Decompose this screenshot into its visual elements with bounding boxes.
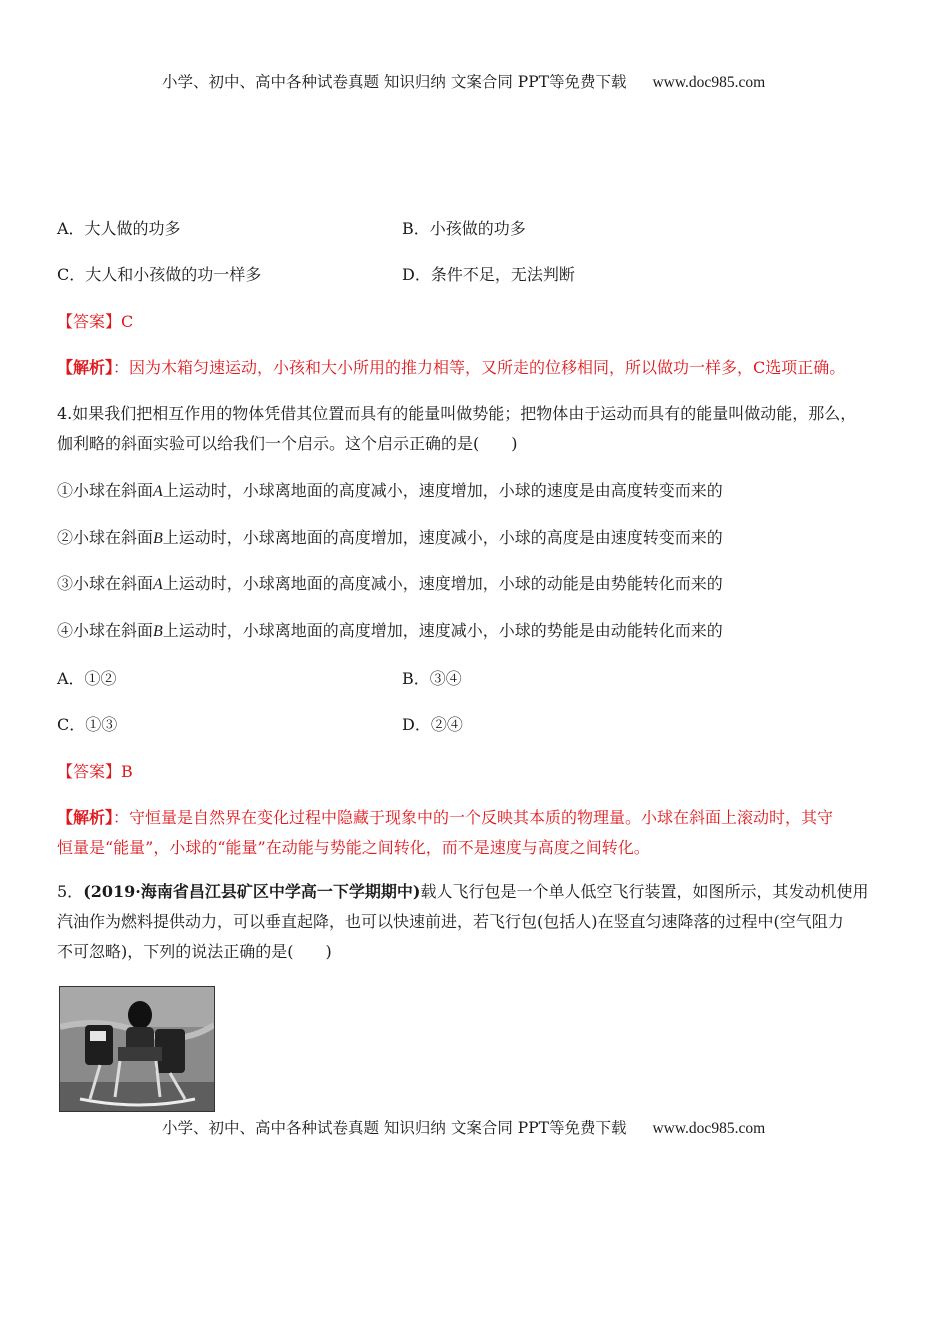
q4-statement-2 xyxy=(57,528,723,549)
q5-stem-line1 xyxy=(57,882,868,902)
q4-s4-prefix: ④小球在斜面 xyxy=(57,621,154,640)
page-header xyxy=(162,70,765,92)
q4-option-d: D．②④ xyxy=(402,715,463,734)
q4-s4-rest: 上运动时，小球离地面的高度增加，速度减小，小球的势能是由动能转化而来的 xyxy=(162,621,723,640)
q5-stem-line2: 汽油作为燃料提供动力，可以垂直起降，也可以快速前进，若飞行包(包括人)在竖直匀速降落的过程中(空气阻力 xyxy=(57,912,844,931)
q4-analysis-line1 xyxy=(57,808,833,828)
q3-option-d: D．条件不足，无法判断 xyxy=(402,265,575,284)
q4-analysis-label: 【解析】 xyxy=(57,808,114,827)
q3-option-c: C．大人和小孩做的功一样多 xyxy=(57,265,262,284)
footer-url[interactable]: www.doc985.com xyxy=(652,1120,766,1137)
q4-analysis-line2: 恒量是“能量”，小球的“能量”在动能与势能之间转化，而不是速度与高度之间转化。 xyxy=(57,838,650,857)
q4-answer: 【答案】B xyxy=(57,762,133,781)
q4-s3-var: A xyxy=(153,576,163,593)
q4-option-a: A．①② xyxy=(57,669,117,688)
page-footer xyxy=(162,1116,765,1138)
q4-s1-var: A xyxy=(153,483,163,500)
q5-number: 5． xyxy=(57,882,84,901)
q5-source: (2019·海南省昌江县矿区中学高一下学期期中) xyxy=(83,882,421,901)
q4-s4-var: B xyxy=(153,623,163,640)
q4-option-b: B．③④ xyxy=(402,669,462,688)
header-text: 小学、初中、高中各种试卷真题 知识归纳 文案合同 PPT等免费下载 xyxy=(162,73,627,91)
q3-option-b: B．小孩做的功多 xyxy=(402,219,526,238)
header-url[interactable]: www.doc985.com xyxy=(652,74,766,91)
q3-analysis-label: 【解析】 xyxy=(57,358,114,377)
footer-text: 小学、初中、高中各种试卷真题 知识归纳 文案合同 PPT等免费下载 xyxy=(162,1119,627,1137)
q4-s2-rest: 上运动时，小球离地面的高度增加，速度减小，小球的高度是由速度转变而来的 xyxy=(162,528,723,547)
q4-s1-prefix: ①小球在斜面 xyxy=(57,481,154,500)
q3-option-a: A．大人做的功多 xyxy=(57,219,181,238)
q4-stem-line2: 伽利略的斜面实验可以给我们一个启示。这个启示正确的是( ) xyxy=(57,434,518,453)
q5-stem-line3: 不可忽略)，下列的说法正确的是( ) xyxy=(57,942,332,961)
q4-s2-prefix: ②小球在斜面 xyxy=(57,528,154,547)
jetpack-illustration xyxy=(60,987,214,1111)
q4-stem-line1: 4.如果我们把相互作用的物体凭借其位置而具有的能量叫做势能；把物体由于运动而具有的能量叫做动能，那么， xyxy=(57,404,857,423)
q5-stem-text1: 载人飞行包是一个单人低空飞行装置，如图所示，其发动机使用 xyxy=(420,882,869,901)
q4-analysis-text1: ：守恒量是自然界在变化过程中隐藏于现象中的一个反映其本质的物理量。小球在斜面上滚动时，其守 xyxy=(113,808,834,827)
jetpack-photo xyxy=(59,986,215,1112)
q4-s1-rest: 上运动时，小球离地面的高度减小，速度增加，小球的速度是由高度转变而来的 xyxy=(162,481,723,500)
q3-answer: 【答案】C xyxy=(57,312,134,331)
q4-statement-1 xyxy=(57,481,723,502)
q3-analysis-text: ：因为木箱匀速运动，小孩和大小所用的推力相等，又所走的位移相同，所以做功一样多，C选项正确。 xyxy=(113,358,846,377)
q4-statement-3 xyxy=(57,574,723,595)
q4-option-c: C．①③ xyxy=(57,715,118,734)
q4-s2-var: B xyxy=(153,530,163,547)
q3-analysis xyxy=(57,358,845,378)
q4-s3-prefix: ③小球在斜面 xyxy=(57,574,154,593)
q4-s3-rest: 上运动时，小球离地面的高度减小，速度增加，小球的动能是由势能转化而来的 xyxy=(162,574,723,593)
q4-statement-4 xyxy=(57,621,723,642)
